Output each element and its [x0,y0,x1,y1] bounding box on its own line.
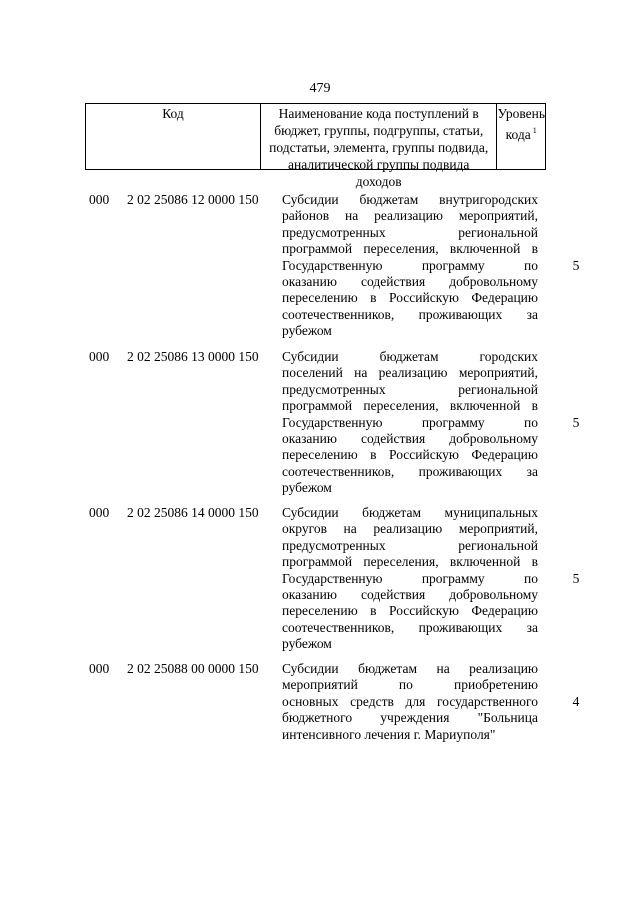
description-line: программой переселения, включенной в [282,241,538,257]
description-line: переселению в Российскую Федерацию [282,447,538,463]
description-line: округов на реализацию мероприятий, [282,521,538,537]
header-name-line: подстатьи, элемента, группы подвида, [269,140,489,155]
code-level: 4 [572,693,580,709]
revenue-code: 2 02 25086 13 0000 150 [127,349,259,364]
description-line: предусмотренных региональной [282,537,538,553]
header-name-line: бюджет, группы, подгруппы, статьи, [274,123,484,138]
revenue-description [282,661,538,743]
description-line: интенсивного лечения г. Мариуполя" [282,726,496,742]
description-line: программой переселения, включенной в [282,554,538,570]
description-line: бюджетного учреждения "Больница [282,710,538,726]
description-line: Субсидии бюджетам городских [282,349,538,364]
description-line: основных средств для государственного [282,693,538,709]
table-header [85,103,546,189]
description-line: программой переселения, включенной в [282,398,538,414]
description-line: Субсидии бюджетам муниципальных [282,505,538,520]
description-line: соотечественников, проживающих за [282,463,538,479]
admin-code: 000 [89,192,110,207]
description-line: предусмотренных региональной [282,381,538,397]
header-name [261,104,497,189]
revenue-description [282,349,538,497]
code-level: 5 [572,414,580,430]
description-line: Государственную программу по [282,257,538,273]
description-line: переселению в Российскую Федерацию [282,603,538,619]
admin-code: 000 [89,349,110,364]
description-line: Государственную программу по [282,414,538,430]
admin-code: 000 [89,505,110,520]
admin-code: 000 [89,661,110,676]
header-name-line: аналитической группы подвида доходов [288,157,470,189]
footnote-marker: 1 [532,126,537,135]
revenue-code: 2 02 25086 12 0000 150 [127,192,259,207]
description-line: Субсидии бюджетам внутригородских [282,192,538,207]
description-line: оказанию содействия добровольному [282,273,538,289]
description-line: Субсидии бюджетам на реализацию [282,661,538,676]
header-level-line: Уровень [497,106,545,121]
revenue-code: 2 02 25088 00 0000 150 [127,661,259,676]
description-line: предусмотренных региональной [282,224,538,240]
description-line: мероприятий по приобретению [282,677,538,693]
header-level-line [497,122,545,143]
code-level: 5 [572,257,580,273]
code-level: 5 [572,570,580,586]
revenue-description [282,192,538,340]
description-line: рубежом [282,323,332,339]
description-line: соотечественников, проживающих за [282,306,538,322]
header-level-word: кода [505,127,531,142]
description-line: соотечественников, проживающих за [282,619,538,635]
revenue-code: 2 02 25086 14 0000 150 [127,505,259,520]
description-line: оказанию содействия добровольному [282,430,538,446]
header-name-line: Наименование кода поступлений в [278,106,479,121]
revenue-description [282,505,538,653]
description-line: оказанию содействия добровольному [282,586,538,602]
description-line: поселений на реализацию мероприятий, [282,365,538,381]
page-number: 479 [309,81,331,96]
description-line: переселению в Российскую Федерацию [282,290,538,306]
header-code: Код [86,104,261,169]
description-line: рубежом [282,480,332,496]
header-level [497,104,545,169]
description-line: районов на реализацию мероприятий, [282,208,538,224]
description-line: Государственную программу по [282,570,538,586]
description-line: рубежом [282,636,332,652]
